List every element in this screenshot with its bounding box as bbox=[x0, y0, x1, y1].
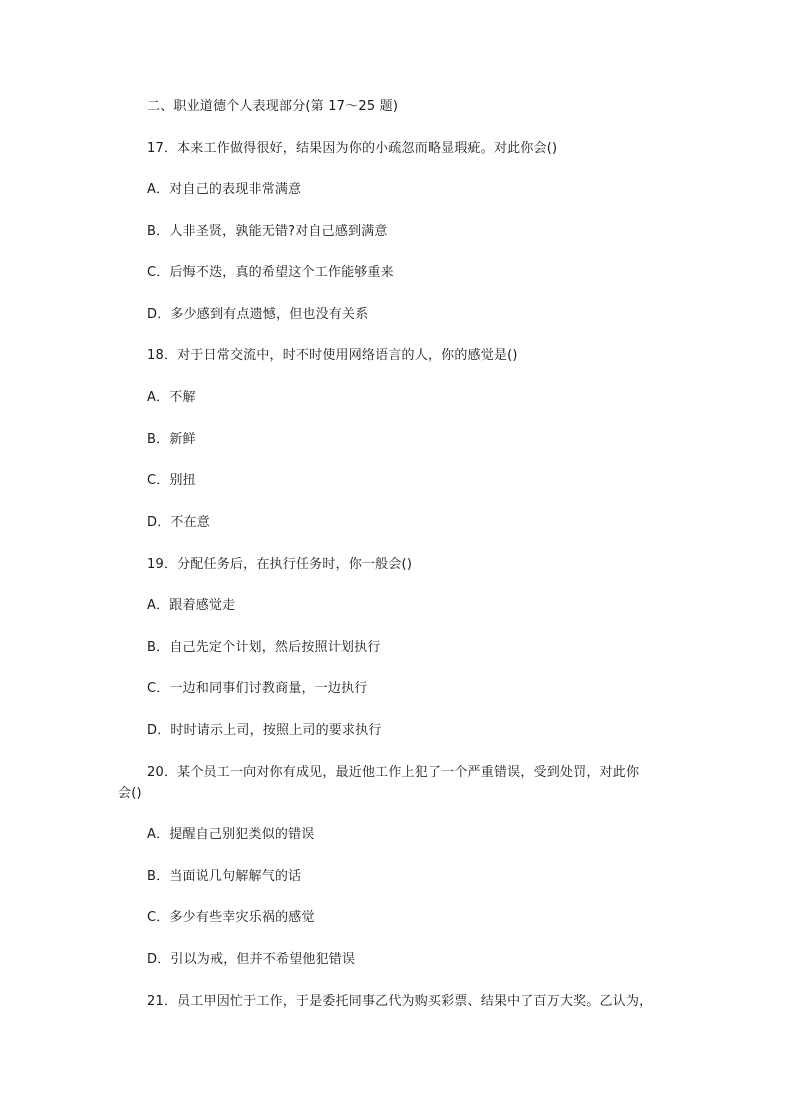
section-title: 二、职业道德个人表现部分(第 17～25 题) bbox=[147, 99, 399, 114]
q18-option-a: A．不解 bbox=[147, 390, 196, 405]
question-19: 19．分配任务后，在执行任务时，你一般会() bbox=[147, 557, 413, 572]
q17-option-c: C．后悔不迭，真的希望这个工作能够重来 bbox=[147, 265, 394, 280]
question-20-line1: 20．某个员工一向对你有成见，最近他工作上犯了一个严重错误，受到处罚，对此你 bbox=[147, 765, 640, 780]
question-18: 18．对于日常交流中，时不时使用网络语言的人，你的感觉是() bbox=[147, 348, 518, 363]
q17-option-d: D．多少感到有点遗憾，但也没有关系 bbox=[147, 307, 369, 322]
q19-option-a: A．跟着感觉走 bbox=[147, 598, 236, 613]
q17-option-a: A．对自己的表现非常满意 bbox=[147, 182, 302, 197]
q18-option-d: D．不在意 bbox=[147, 515, 211, 530]
q20-option-b: B．当面说几句解解气的话 bbox=[147, 869, 302, 884]
question-17: 17．本来工作做得很好，结果因为你的小疏忽而略显瑕疵。对此你会() bbox=[147, 141, 558, 156]
q20-option-c: C．多少有些幸灾乐祸的感觉 bbox=[147, 910, 315, 925]
q19-option-b: B．自己先定个计划，然后按照计划执行 bbox=[147, 640, 381, 655]
question-21: 21．员工甲因忙于工作，于是委托同事乙代为购买彩票、结果中了百万大奖。乙认为， bbox=[147, 994, 653, 1009]
q17-option-b: B．人非圣贤，孰能无错?对自己感到满意 bbox=[147, 224, 388, 239]
q19-option-c: C．一边和同事们讨教商量，一边执行 bbox=[147, 681, 368, 696]
q20-option-d: D．引以为戒，但并不希望他犯错误 bbox=[147, 952, 356, 967]
question-20-line2: 会() bbox=[118, 786, 142, 801]
q19-option-d: D．时时请示上司，按照上司的要求执行 bbox=[147, 723, 382, 738]
q18-option-b: B．新鲜 bbox=[147, 432, 196, 447]
q18-option-c: C．别扭 bbox=[147, 473, 196, 488]
q20-option-a: A．提醒自己别犯类似的错误 bbox=[147, 827, 315, 842]
